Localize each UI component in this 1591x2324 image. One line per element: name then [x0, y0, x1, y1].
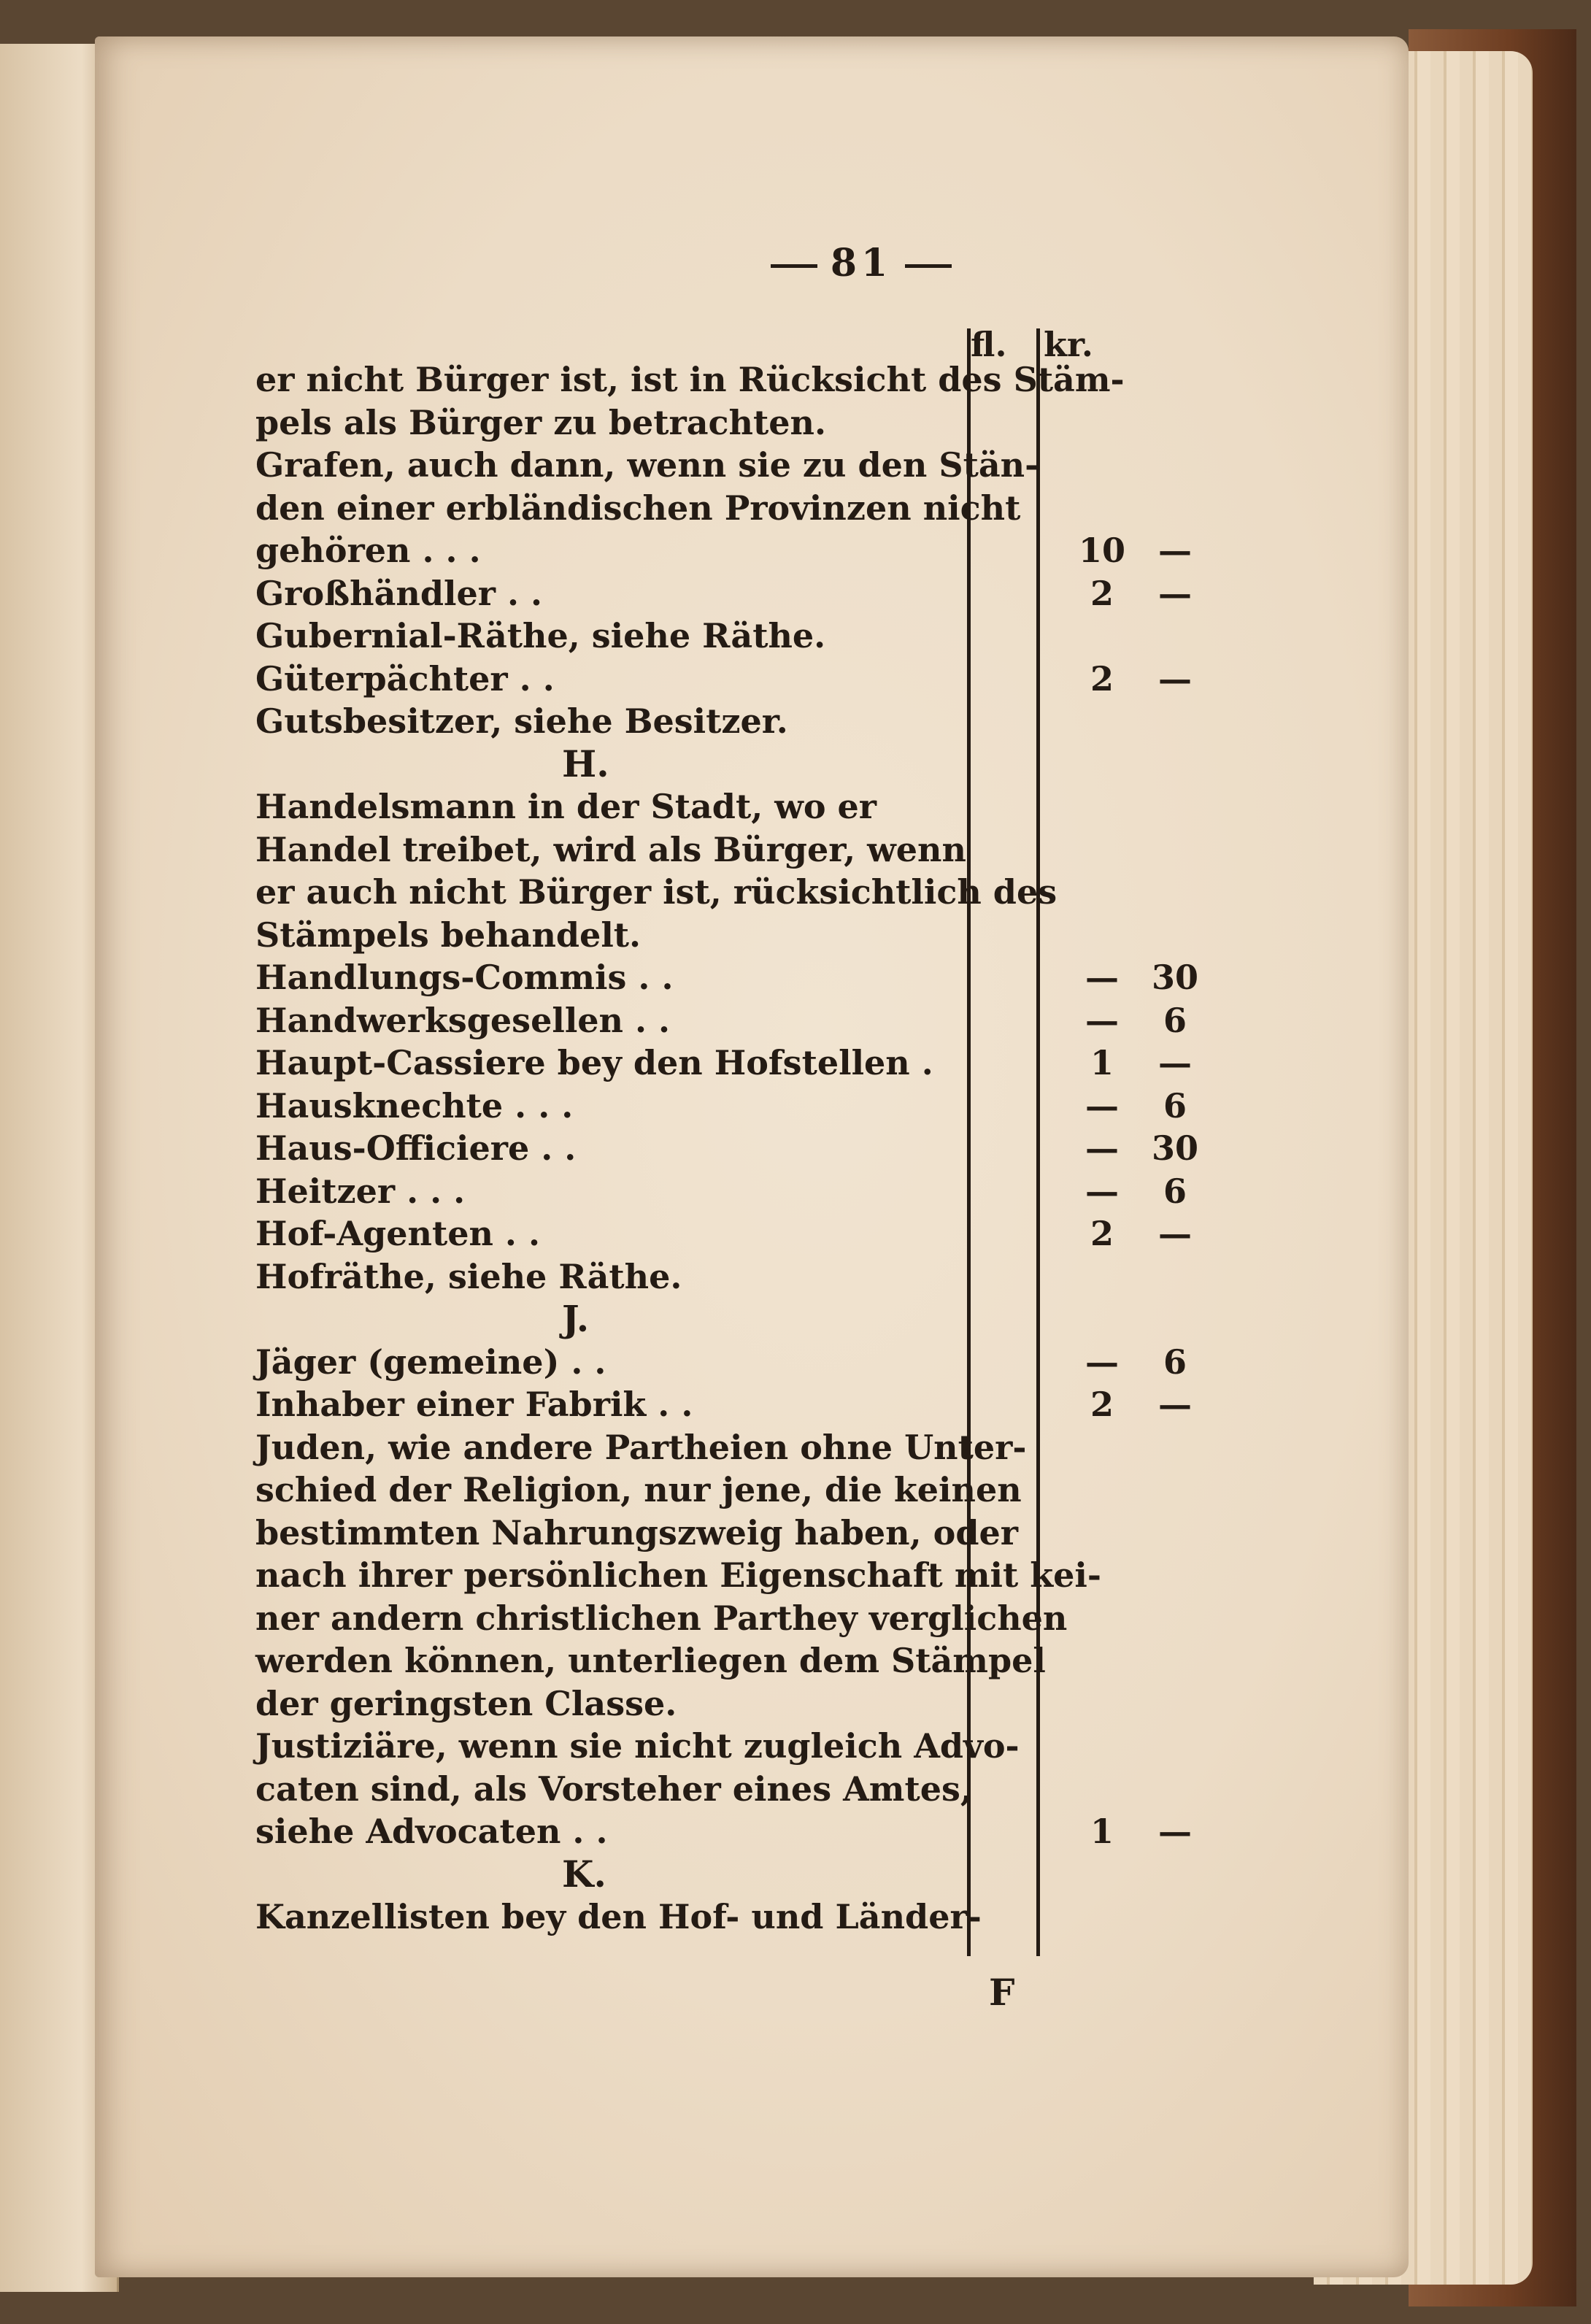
entry-line [255, 443, 1233, 487]
entry-line [255, 358, 1233, 401]
amount-kr: — [1158, 1812, 1192, 1851]
entry-line [255, 1682, 1233, 1725]
entry-line [255, 401, 1233, 445]
entry-text: schied der Religion, nur jene, die keinen [255, 1470, 1022, 1509]
amount-kr: 6 [1163, 1000, 1187, 1040]
entry-text: Handwerksgesellen . . [255, 1000, 671, 1040]
amount-fl: — [1085, 1171, 1119, 1211]
entry-text: Hausknechte . . . [255, 1085, 574, 1126]
entry-line [255, 1511, 1233, 1555]
page-number-dash-left [771, 264, 817, 268]
section-letter [255, 1297, 1540, 1341]
entry-text: Jäger (gemeine) . . [255, 1342, 606, 1382]
amount-kr: — [1158, 1385, 1192, 1424]
entry-line [255, 1553, 1233, 1597]
entry-text: J. [562, 1297, 590, 1340]
amount-kr: — [1158, 531, 1192, 570]
amount-kr: — [1158, 573, 1192, 613]
amount-kr: 6 [1163, 1085, 1187, 1126]
entry-text: Stämpels behandelt. [255, 915, 642, 955]
entry-text: Haus-Officiere . . [255, 1128, 577, 1168]
column-header-fl: fl. [971, 325, 1007, 364]
amount-fl: — [1085, 1000, 1119, 1040]
amount-kr: — [1158, 1043, 1192, 1082]
entry-text: Großhändler . . [255, 573, 543, 613]
entry-text: Juden, wie andere Partheien ohne Unter- [255, 1427, 1027, 1467]
entry-text: pels als Bürger zu betrachten. [255, 402, 826, 442]
amount-fl: 2 [1090, 1385, 1114, 1424]
page-number: 81 [752, 241, 971, 285]
entry-line [255, 1468, 1233, 1512]
section-letter [255, 742, 1540, 786]
amount-kr: 30 [1151, 1128, 1198, 1168]
entry-line [255, 1724, 1233, 1768]
entry-text: Hof-Agenten . . [255, 1214, 540, 1253]
entry-text: caten sind, als Vorsteher eines Amtes, [255, 1769, 972, 1809]
entry-text: Gutsbesitzer, siehe Besitzer. [255, 701, 788, 741]
entry-text: siehe Advocaten . . [255, 1812, 608, 1851]
entry-text: er auch nicht Bürger ist, rücksichtlich des [255, 872, 1058, 912]
amount-fl: — [1085, 958, 1119, 997]
entry-text: werden können, unterliegen dem Stämpel [255, 1641, 1046, 1680]
column-header-kr: kr. [1044, 325, 1093, 364]
entry-text: Haupt-Cassiere bey den Hofstellen . [255, 1043, 933, 1082]
entry-text: Inhaber einer Fabrik . . [255, 1385, 693, 1424]
entry-text: er nicht Bürger ist, ist in Rücksicht des Stäm- [255, 360, 1125, 399]
signature-mark: F [989, 1971, 1015, 2014]
entry-text: Justiziäre, wenn sie nicht zugleich Advo- [255, 1726, 1020, 1766]
entry-text: K. [562, 1852, 606, 1896]
entry-text: bestimmten Nahrungszweig haben, oder [255, 1512, 1018, 1552]
entry-line [255, 1767, 1233, 1811]
entry-line [255, 486, 1233, 530]
amount-fl: — [1085, 1128, 1119, 1168]
entry-text: Hofräthe, siehe Räthe. [255, 1256, 682, 1296]
amount-kr: 30 [1151, 958, 1198, 997]
entry-text: Handelsmann in der Stadt, wo er [255, 787, 877, 826]
entry-line [255, 614, 1233, 658]
amount-fl: — [1085, 1085, 1119, 1126]
page-number-dash-right [905, 264, 952, 268]
entry-line [255, 1255, 1233, 1298]
amount-kr: — [1158, 1214, 1192, 1253]
entry-text: Grafen, auch dann, wenn sie zu den Stän- [255, 445, 1039, 485]
entry-line [255, 870, 1233, 914]
entry-text: Handel treibet, wird als Bürger, wenn [255, 829, 966, 869]
amount-fl: 2 [1090, 1214, 1114, 1253]
entry-line [255, 913, 1233, 957]
entry-line [255, 1425, 1233, 1469]
entry-text: Heitzer . . . [255, 1171, 466, 1211]
entry-text: Gubernial-Räthe, siehe Räthe. [255, 616, 826, 655]
amount-kr: 6 [1163, 1342, 1187, 1382]
entry-text: Kanzellisten bey den Hof- und Länder- [255, 1897, 982, 1936]
amount-kr: — [1158, 658, 1192, 699]
entry-line [255, 699, 1233, 743]
entry-line [255, 1895, 1233, 1939]
amount-fl: 1 [1090, 1812, 1114, 1851]
entry-text: gehören . . . [255, 531, 481, 570]
entry-line [255, 785, 1233, 828]
amount-kr: 6 [1163, 1171, 1187, 1211]
entry-text: der geringsten Classe. [255, 1683, 677, 1723]
amount-fl: 2 [1090, 573, 1114, 613]
amount-fl: 1 [1090, 1043, 1114, 1082]
amount-fl: 2 [1090, 658, 1114, 699]
entry-line [255, 828, 1233, 872]
entry-text: H. [562, 742, 609, 785]
book-page [95, 36, 1409, 2277]
amount-fl: 10 [1078, 531, 1125, 570]
entry-text: Güterpächter . . [255, 658, 555, 699]
entry-text: ner andern christlichen Parthey verglichen [255, 1598, 1068, 1638]
entry-line [255, 1596, 1233, 1640]
entry-text: den einer erbländischen Provinzen nicht [255, 488, 1021, 528]
entry-line [255, 1639, 1233, 1682]
section-letter [255, 1852, 1540, 1896]
entry-text: Handlungs-Commis . . [255, 958, 674, 997]
entry-text: nach ihrer persönlichen Eigenschaft mit kei- [255, 1555, 1101, 1595]
amount-fl: — [1085, 1342, 1119, 1382]
